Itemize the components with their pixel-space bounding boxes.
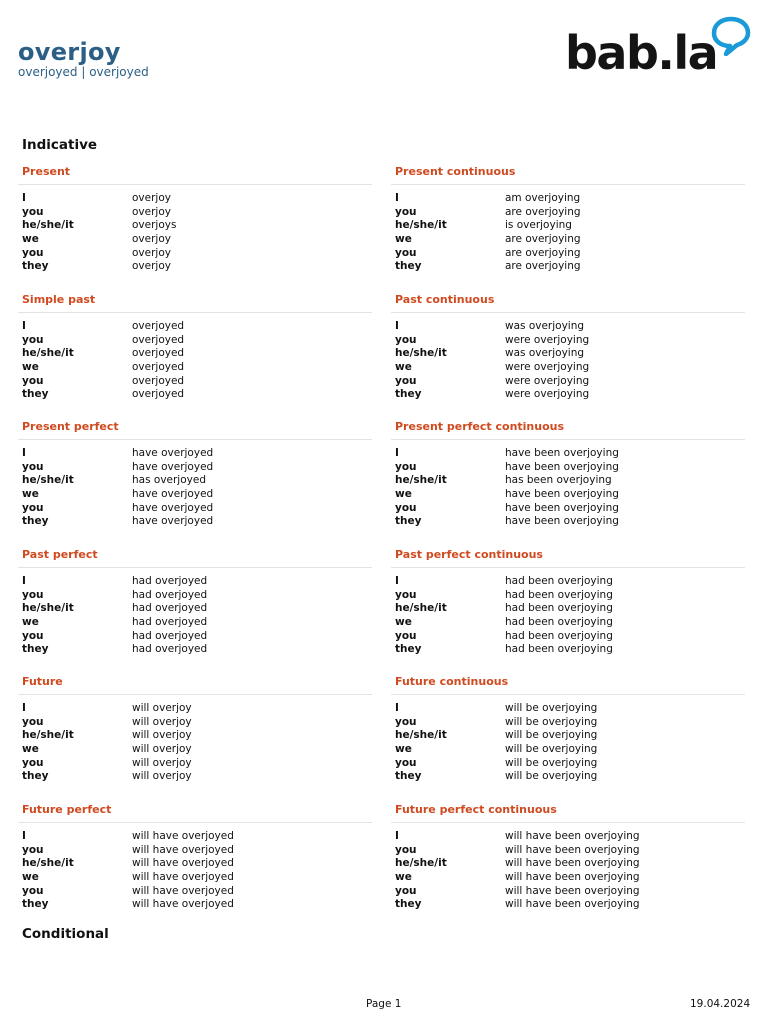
- conjugation-row: [395, 461, 747, 475]
- verb-form: have been overjoying: [505, 460, 619, 473]
- tense-block: [22, 166, 374, 274]
- pronoun: you: [22, 756, 44, 769]
- tense-divider: [391, 312, 745, 313]
- pronoun: you: [395, 884, 417, 897]
- tense-title: Present perfect continuous: [395, 420, 565, 433]
- conjugation-row: [22, 334, 374, 348]
- pronoun: you: [22, 715, 44, 728]
- tense-block: [22, 294, 374, 402]
- verb-form: have been overjoying: [505, 501, 619, 514]
- verb-form: will overjoy: [132, 715, 192, 728]
- pronoun: he/she/it: [395, 729, 447, 742]
- tense-block: [395, 166, 747, 274]
- pronoun: we: [395, 871, 412, 884]
- pronoun: I: [22, 192, 26, 204]
- verb-form: have been overjoying: [505, 447, 619, 459]
- conjugation-row: [22, 716, 374, 730]
- conjugation-row: [395, 502, 747, 516]
- pronoun: you: [395, 588, 417, 601]
- verb-form: are overjoying: [505, 205, 581, 218]
- verb-form: had overjoyed: [132, 602, 208, 615]
- logo-text: bab.la: [565, 26, 718, 80]
- verb-title: overjoy: [18, 38, 121, 66]
- conjugation-row: [395, 474, 747, 488]
- section-indicative: Indicative: [22, 137, 98, 153]
- tense-block: [22, 421, 374, 529]
- conjugation-row: [22, 361, 374, 375]
- verb-form: will be overjoying: [505, 715, 598, 728]
- print-date: 19.04.2024: [690, 998, 751, 1010]
- conjugation-row: [395, 885, 747, 899]
- conjugation-row: [22, 219, 374, 233]
- verb-form: overjoy: [132, 260, 171, 273]
- verb-form: has been overjoying: [505, 474, 612, 487]
- pronoun: I: [22, 702, 26, 714]
- tense-title: Simple past: [22, 293, 96, 306]
- pronoun: they: [22, 770, 49, 783]
- conjugation-row: [395, 347, 747, 361]
- pronoun: they: [395, 643, 422, 656]
- pronoun: they: [22, 388, 49, 401]
- conjugation-row: [22, 757, 374, 771]
- conjugation-row: [395, 192, 747, 206]
- conjugation-row: [22, 729, 374, 743]
- pronoun: we: [22, 616, 39, 629]
- pronoun: we: [395, 743, 412, 756]
- conjugation-row: [395, 757, 747, 771]
- pronoun: they: [22, 898, 49, 911]
- conjugation-row: [395, 388, 747, 402]
- verb-form: will overjoy: [132, 729, 192, 742]
- conjugation-row: [395, 871, 747, 885]
- conjugation-row: [22, 898, 374, 912]
- pronoun: I: [395, 192, 399, 204]
- verb-form: were overjoying: [505, 374, 590, 387]
- pronoun: you: [22, 333, 44, 346]
- verb-form: overjoyed: [132, 333, 185, 346]
- verb-form: had been overjoying: [505, 602, 613, 615]
- tense-block: [395, 294, 747, 402]
- conjugation-row: [395, 716, 747, 730]
- pronoun: I: [22, 447, 26, 459]
- conjugation-row: [395, 830, 747, 844]
- pronoun: you: [395, 501, 417, 514]
- pronoun: they: [22, 515, 49, 528]
- conjugation-row: [22, 502, 374, 516]
- tense-title: Future continuous: [395, 675, 509, 688]
- pronoun: you: [22, 629, 44, 642]
- verb-form: overjoyed: [132, 361, 185, 374]
- verb-form: will overjoy: [132, 743, 192, 756]
- verb-form: will have been overjoying: [505, 830, 640, 842]
- tense-block: [22, 676, 374, 784]
- tense-title: Future perfect: [22, 803, 112, 816]
- conjugation-row: [22, 630, 374, 644]
- tense-title: Past perfect: [22, 548, 98, 561]
- pronoun: you: [22, 246, 44, 259]
- verb-form: will have been overjoying: [505, 884, 640, 897]
- conjugation-row: [22, 743, 374, 757]
- tense-divider: [391, 567, 745, 568]
- pronoun: I: [395, 447, 399, 459]
- verb-form: will have been overjoying: [505, 843, 640, 856]
- verb-form: overjoyed: [132, 374, 185, 387]
- pronoun: they: [395, 770, 422, 783]
- pronoun: you: [395, 460, 417, 473]
- verb-form: had been overjoying: [505, 629, 613, 642]
- conjugation-row: [395, 702, 747, 716]
- tense-divider: [18, 822, 372, 823]
- verb-form: overjoy: [132, 205, 171, 218]
- verb-form: have overjoyed: [132, 488, 214, 501]
- pronoun: we: [22, 361, 39, 374]
- conjugation-row: [22, 388, 374, 402]
- tense-title: Past continuous: [395, 293, 495, 306]
- tense-divider: [391, 822, 745, 823]
- tense-block: [22, 804, 374, 912]
- conjugation-row: [22, 575, 374, 589]
- pronoun: you: [395, 205, 417, 218]
- conjugation-row: [22, 616, 374, 630]
- conjugation-row: [22, 247, 374, 261]
- conjugation-row: [22, 871, 374, 885]
- pronoun: he/she/it: [22, 857, 74, 870]
- conjugation-row: [395, 770, 747, 784]
- pronoun: you: [22, 884, 44, 897]
- pronoun: we: [22, 488, 39, 501]
- tense-block: [395, 676, 747, 784]
- conjugation-row: [22, 461, 374, 475]
- pronoun: I: [395, 320, 399, 332]
- pronoun: I: [395, 702, 399, 714]
- verb-form: are overjoying: [505, 260, 581, 273]
- conjugation-row: [395, 575, 747, 589]
- pronoun: I: [22, 575, 26, 587]
- conjugation-row: [22, 474, 374, 488]
- pronoun: I: [395, 575, 399, 587]
- conjugation-row: [395, 844, 747, 858]
- conjugation-row: [395, 219, 747, 233]
- conjugation-row: [395, 743, 747, 757]
- conjugation-row: [22, 206, 374, 220]
- tense-divider: [391, 439, 745, 440]
- conjugation-row: [395, 616, 747, 630]
- conjugation-row: [22, 643, 374, 657]
- verb-form: had overjoyed: [132, 588, 208, 601]
- tense-divider: [18, 439, 372, 440]
- conjugation-row: [395, 643, 747, 657]
- pronoun: he/she/it: [22, 729, 74, 742]
- pronoun: he/she/it: [22, 219, 74, 232]
- verb-form: will be overjoying: [505, 729, 598, 742]
- verb-form: are overjoying: [505, 233, 581, 246]
- verb-form: overjoyed: [132, 320, 185, 332]
- conjugation-row: [22, 515, 374, 529]
- pronoun: you: [22, 374, 44, 387]
- verb-form: were overjoying: [505, 333, 590, 346]
- tense-title: Present perfect: [22, 420, 119, 433]
- pronoun: he/she/it: [395, 602, 447, 615]
- pronoun: you: [395, 843, 417, 856]
- pronoun: you: [395, 756, 417, 769]
- verb-form: have overjoyed: [132, 460, 214, 473]
- verb-form: will be overjoying: [505, 756, 598, 769]
- pronoun: we: [22, 233, 39, 246]
- verb-form: overjoys: [132, 219, 177, 232]
- conjugation-row: [395, 515, 747, 529]
- pronoun: you: [22, 501, 44, 514]
- pronoun: he/she/it: [22, 474, 74, 487]
- verb-form: will have been overjoying: [505, 898, 640, 911]
- verb-form: have overjoyed: [132, 447, 214, 459]
- pronoun: they: [395, 898, 422, 911]
- conjugation-row: [395, 602, 747, 616]
- conjugation-row: [22, 844, 374, 858]
- conjugation-row: [395, 206, 747, 220]
- pronoun: he/she/it: [395, 474, 447, 487]
- verb-form: overjoy: [132, 192, 171, 204]
- pronoun: he/she/it: [395, 857, 447, 870]
- tense-divider: [18, 694, 372, 695]
- verb-form: will overjoy: [132, 770, 192, 783]
- verb-form: will have overjoyed: [132, 857, 234, 870]
- pronoun: you: [22, 843, 44, 856]
- conjugation-row: [22, 602, 374, 616]
- tense-divider: [391, 184, 745, 185]
- verb-form: have overjoyed: [132, 515, 214, 528]
- conjugation-row: [395, 320, 747, 334]
- pronoun: you: [395, 246, 417, 259]
- pronoun: we: [22, 871, 39, 884]
- verb-form: will overjoy: [132, 756, 192, 769]
- conjugation-row: [22, 347, 374, 361]
- verb-form: overjoyed: [132, 388, 185, 401]
- conjugation-row: [22, 589, 374, 603]
- verb-form: will have been overjoying: [505, 871, 640, 884]
- tense-title: Past perfect continuous: [395, 548, 543, 561]
- verb-form: will have been overjoying: [505, 857, 640, 870]
- tense-title: Present: [22, 165, 71, 178]
- pronoun: they: [22, 643, 49, 656]
- conjugation-row: [395, 260, 747, 274]
- verb-form: were overjoying: [505, 388, 590, 401]
- conjugation-row: [395, 361, 747, 375]
- conjugation-row: [22, 233, 374, 247]
- verb-form: will be overjoying: [505, 770, 598, 783]
- verb-form: overjoy: [132, 246, 171, 259]
- verb-form: will overjoy: [132, 702, 192, 714]
- pronoun: you: [395, 629, 417, 642]
- section-conditional: Conditional: [22, 926, 109, 942]
- verb-form: was overjoying: [505, 320, 585, 332]
- verb-form: will have overjoyed: [132, 843, 234, 856]
- speech-bubble-icon: [711, 16, 751, 56]
- verb-form: had overjoyed: [132, 575, 208, 587]
- verb-form: will have overjoyed: [132, 884, 234, 897]
- tense-divider: [391, 694, 745, 695]
- conjugation-row: [395, 589, 747, 603]
- verb-form: will be overjoying: [505, 743, 598, 756]
- verb-forms: overjoyed | overjoyed: [18, 65, 149, 79]
- conjugation-row: [395, 334, 747, 348]
- pronoun: we: [395, 488, 412, 501]
- conjugation-row: [22, 192, 374, 206]
- pronoun: they: [395, 260, 422, 273]
- tense-block: [395, 421, 747, 529]
- tense-title: Future perfect continuous: [395, 803, 557, 816]
- tense-title: Future: [22, 675, 63, 688]
- conjugation-row: [22, 702, 374, 716]
- conjugation-row: [395, 488, 747, 502]
- conjugation-row: [22, 447, 374, 461]
- verb-form: overjoyed: [132, 347, 185, 360]
- pronoun: you: [22, 460, 44, 473]
- pronoun: we: [22, 743, 39, 756]
- pronoun: they: [22, 260, 49, 273]
- tense-block: [395, 549, 747, 657]
- conjugation-row: [22, 488, 374, 502]
- verb-form: had been overjoying: [505, 575, 613, 587]
- pronoun: we: [395, 233, 412, 246]
- pronoun: he/she/it: [395, 347, 447, 360]
- pronoun: he/she/it: [22, 347, 74, 360]
- tense-block: [22, 549, 374, 657]
- verb-form: had been overjoying: [505, 616, 613, 629]
- page-number: Page 1: [366, 998, 402, 1010]
- verb-form: will have overjoyed: [132, 830, 234, 842]
- conjugation-row: [395, 630, 747, 644]
- verb-form: am overjoying: [505, 192, 581, 204]
- verb-form: had overjoyed: [132, 643, 208, 656]
- pronoun: I: [22, 830, 26, 842]
- pronoun: we: [395, 361, 412, 374]
- verb-form: will be overjoying: [505, 702, 598, 714]
- verb-form: had been overjoying: [505, 588, 613, 601]
- conjugation-row: [395, 729, 747, 743]
- pronoun: I: [22, 320, 26, 332]
- pronoun: they: [395, 515, 422, 528]
- pronoun: we: [395, 616, 412, 629]
- verb-form: overjoy: [132, 233, 171, 246]
- pronoun: he/she/it: [22, 602, 74, 615]
- verb-form: is overjoying: [505, 219, 572, 232]
- verb-form: will have overjoyed: [132, 898, 234, 911]
- conjugation-row: [395, 447, 747, 461]
- conjugation-row: [22, 260, 374, 274]
- pronoun: I: [395, 830, 399, 842]
- verb-form: had overjoyed: [132, 629, 208, 642]
- pronoun: you: [22, 205, 44, 218]
- conjugation-row: [22, 830, 374, 844]
- conjugation-row: [395, 898, 747, 912]
- verb-form: have been overjoying: [505, 488, 619, 501]
- babla-logo[interactable]: [565, 16, 755, 82]
- pronoun: you: [395, 374, 417, 387]
- verb-form: have been overjoying: [505, 515, 619, 528]
- tense-title: Present continuous: [395, 165, 516, 178]
- verb-form: were overjoying: [505, 361, 590, 374]
- verb-form: will have overjoyed: [132, 871, 234, 884]
- verb-form: was overjoying: [505, 347, 585, 360]
- conjugation-row: [395, 857, 747, 871]
- pronoun: you: [22, 588, 44, 601]
- pronoun: you: [395, 333, 417, 346]
- conjugation-row: [22, 375, 374, 389]
- verb-form: had been overjoying: [505, 643, 613, 656]
- verb-form: had overjoyed: [132, 616, 208, 629]
- verb-form: has overjoyed: [132, 474, 206, 487]
- verb-form: are overjoying: [505, 246, 581, 259]
- conjugation-row: [22, 320, 374, 334]
- conjugation-row: [395, 375, 747, 389]
- conjugation-row: [22, 770, 374, 784]
- conjugation-row: [22, 857, 374, 871]
- pronoun: they: [395, 388, 422, 401]
- conjugation-row: [395, 233, 747, 247]
- verb-form: have overjoyed: [132, 501, 214, 514]
- pronoun: he/she/it: [395, 219, 447, 232]
- tense-block: [395, 804, 747, 912]
- conjugation-row: [395, 247, 747, 261]
- tense-divider: [18, 184, 372, 185]
- tense-divider: [18, 567, 372, 568]
- conjugation-row: [22, 885, 374, 899]
- tense-divider: [18, 312, 372, 313]
- pronoun: you: [395, 715, 417, 728]
